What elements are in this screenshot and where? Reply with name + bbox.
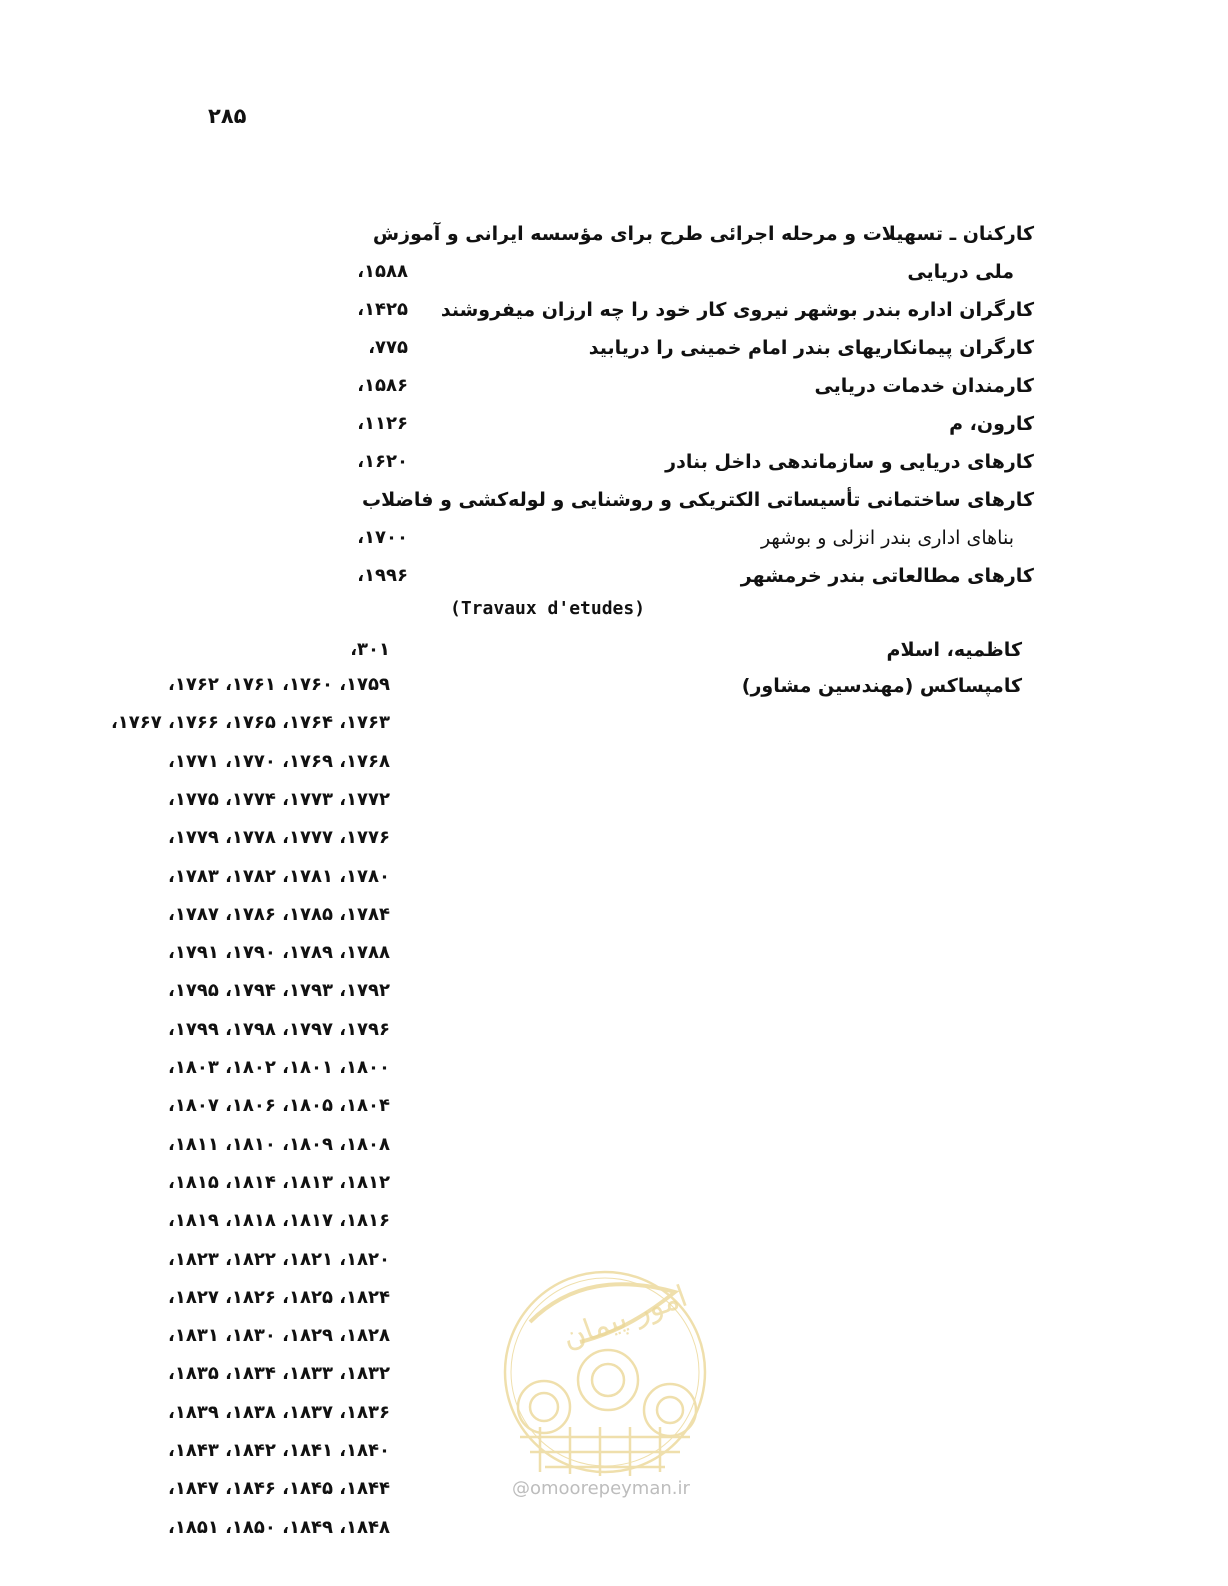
entry-title: بناهای اداری بندر انزلی و بوشهر: [760, 527, 1014, 549]
watermark-logo-text: امور پیمان: [557, 1278, 692, 1357]
entry-title: کارکنان ـ تسهیلات و مرحله اجرائی طرح برای مؤسسه ایرانی و آموزش: [372, 223, 1034, 245]
entry-number: ۱۷۰۰،: [357, 527, 408, 548]
number-row: ۱۷۷۲، ۱۷۷۳، ۱۷۷۴، ۱۷۷۵،: [168, 788, 390, 810]
number-row: ۱۷۸۸، ۱۷۸۹، ۱۷۹۰، ۱۷۹۱،: [168, 942, 390, 964]
number-row: ۱۸۳۲، ۱۸۳۳، ۱۸۳۴، ۱۸۳۵،: [168, 1363, 390, 1385]
latin-subtitle: (Travaux d'etudes): [450, 598, 646, 619]
number-row: ۱۸۰۴، ۱۸۰۵، ۱۸۰۶، ۱۸۰۷،: [168, 1095, 390, 1117]
number-row: ۱۷۵۹، ۱۷۶۰، ۱۷۶۱، ۱۷۶۲،: [168, 674, 390, 695]
entry-title: کارهای مطالعاتی بندر خرمشهر: [740, 565, 1034, 587]
watermark-url: @omoorepeyman.ir: [512, 1478, 690, 1499]
number-row: ۱۸۴۸، ۱۸۴۹، ۱۸۵۰، ۱۸۵۱،: [168, 1516, 390, 1538]
page-number: ۲۸۵: [208, 104, 247, 128]
entry-number: ۱۹۹۶،: [357, 565, 408, 586]
entry-number: ۷۷۵،: [368, 337, 408, 358]
number-row: ۱۸۴۴، ۱۸۴۵، ۱۸۴۶، ۱۸۴۷،: [168, 1478, 390, 1500]
number-row: ۱۷۶۳، ۱۷۶۴، ۱۷۶۵، ۱۷۶۶، ۱۷۶۷،: [110, 712, 390, 734]
entry-number: ۱۱۲۶،: [357, 413, 408, 434]
entry-title: کاظمیه، اسلام: [886, 639, 1022, 661]
entry-title: کارگران پیمانکاریهای بندر امام خمینی را دریابید: [588, 337, 1034, 359]
number-row: ۱۷۹۶، ۱۷۹۷، ۱۷۹۸، ۱۷۹۹،: [168, 1018, 390, 1040]
entry-number: ۱۵۸۸،: [357, 261, 408, 282]
number-row: ۱۸۲۰، ۱۸۲۱، ۱۸۲۲، ۱۸۲۳،: [168, 1248, 390, 1270]
entry-title: کارهای ساختمانی تأسیساتی الکتریکی و روشنایی و لوله‌کشی و فاضلاب: [362, 489, 1034, 511]
number-row: ۱۸۰۰، ۱۸۰۱، ۱۸۰۲، ۱۸۰۳،: [168, 1057, 390, 1078]
number-row: ۱۷۷۶، ۱۷۷۷، ۱۷۷۸، ۱۷۷۹،: [168, 827, 390, 849]
entry-number: ۱۴۲۵،: [357, 299, 408, 320]
entry-title: ملی دریایی: [907, 261, 1014, 283]
number-row: ۱۸۱۶، ۱۸۱۷، ۱۸۱۸، ۱۸۱۹،: [168, 1210, 390, 1232]
entry-title: کارون، م: [949, 413, 1034, 435]
number-row: ۱۸۰۸، ۱۸۰۹، ۱۸۱۰، ۱۸۱۱،: [168, 1133, 390, 1155]
number-row: ۱۸۱۲، ۱۸۱۳، ۱۸۱۴، ۱۸۱۵،: [168, 1171, 390, 1193]
number-row: ۱۷۸۰، ۱۷۸۱، ۱۷۸۲، ۱۷۸۳،: [168, 865, 390, 887]
number-row: ۱۸۲۸، ۱۸۲۹، ۱۸۳۰، ۱۸۳۱،: [168, 1325, 390, 1347]
entry-number: ۱۵۸۶،: [357, 375, 408, 396]
entry-title: کارهای دریایی و سازماندهی داخل بنادر: [665, 451, 1034, 473]
entry-number: ۱۶۲۰،: [357, 451, 408, 472]
number-row: ۱۸۳۶، ۱۸۳۷، ۱۸۳۸، ۱۸۳۹،: [168, 1401, 390, 1423]
number-row: ۱۸۲۴، ۱۸۲۵، ۱۸۲۶، ۱۸۲۷،: [168, 1286, 390, 1308]
number-row: ۱۷۹۲، ۱۷۹۳، ۱۷۹۴، ۱۷۹۵،: [168, 980, 390, 1002]
entry-number: ۳۰۱،: [350, 639, 390, 660]
entry-title: کارمندان خدمات دریایی: [814, 375, 1034, 397]
number-row: ۱۷۶۸، ۱۷۶۹، ۱۷۷۰، ۱۷۷۱،: [168, 750, 390, 772]
number-row: ۱۸۴۰، ۱۸۴۱، ۱۸۴۲، ۱۸۴۳،: [168, 1440, 390, 1461]
entry-title: کامپساکس (مهندسین مشاور): [741, 675, 1022, 697]
number-row: ۱۷۸۴، ۱۷۸۵، ۱۷۸۶، ۱۷۸۷،: [168, 903, 390, 925]
entry-title: کارگران اداره بندر بوشهر نیروی کار خود را چه ارزان میفروشند: [440, 299, 1034, 321]
